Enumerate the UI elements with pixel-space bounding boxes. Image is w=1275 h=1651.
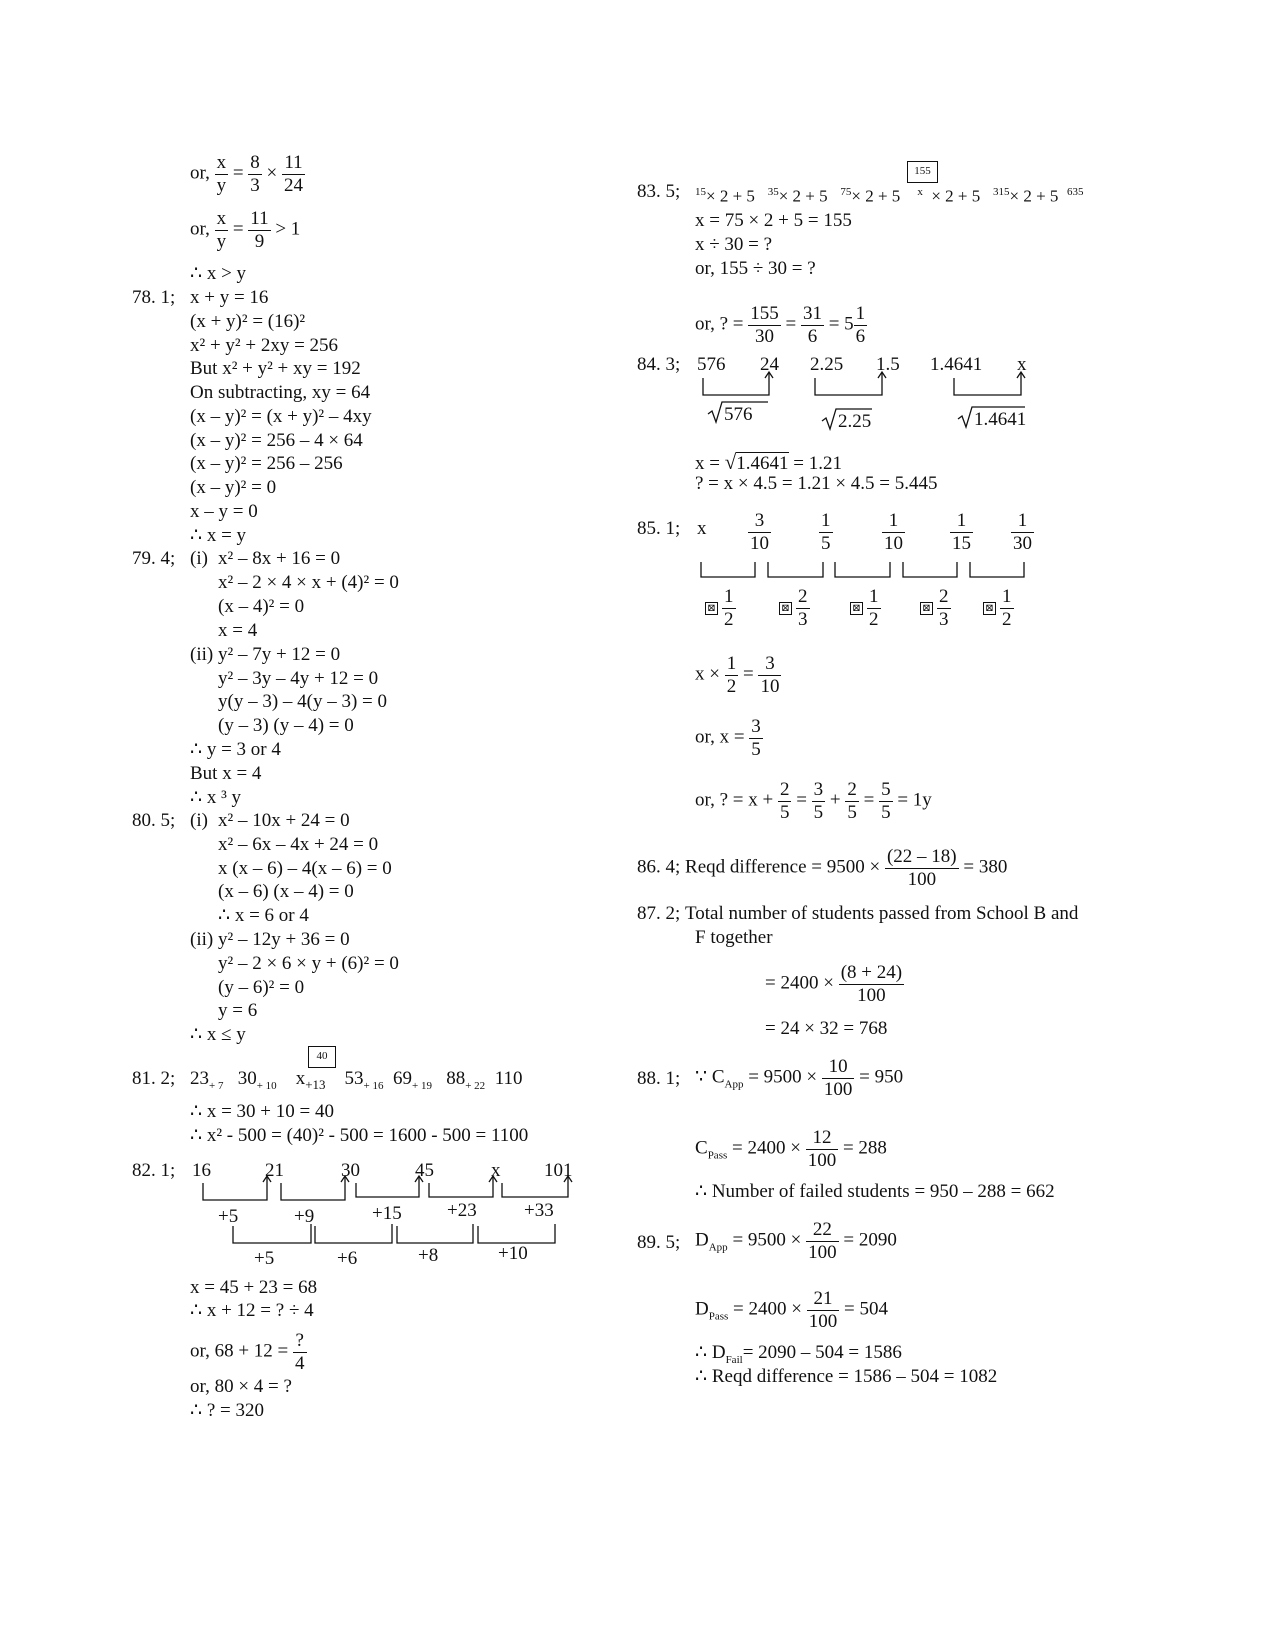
q78-line: x² + y² + 2xy = 256 — [190, 335, 339, 356]
q78-line: x – y = 0 — [190, 501, 258, 522]
fraction: $\frac{x}{y}$ — [216, 208, 227, 252]
q87-text: Total number of students passed from School B and — [685, 903, 1079, 924]
q84-root: 1.4641 — [974, 409, 1027, 430]
q78-line: x + y = 16 — [190, 287, 269, 308]
q85-line: or, x = $\frac{3}{5}$ — [695, 716, 761, 760]
q88-line: ∴ Number of failed students = 950 – 288 = 662 — [695, 1181, 1055, 1202]
q78-line: On subtracting, xy = 64 — [190, 382, 371, 403]
fraction: $\frac{1}{10}$ — [884, 510, 903, 554]
q84-term: 24 — [760, 354, 779, 375]
q82-diff2: +10 — [498, 1243, 528, 1264]
multiply-box-icon: ⊠ — [850, 602, 863, 615]
q85-number: 85. 1; — [637, 518, 681, 539]
q85-multiplier — [850, 586, 881, 631]
q83-line: x = 75 × 2 + 5 = 155 — [695, 210, 852, 231]
fraction: $\frac{2}{3}$ — [939, 586, 949, 630]
q82-diff2: +5 — [254, 1248, 275, 1269]
q82-diff1: +23 — [447, 1200, 477, 1221]
q78-line: (x + y)² = (16)² — [190, 311, 306, 332]
q82-diff2: +8 — [418, 1245, 439, 1266]
q82-line: or, 68 + 12 = ? 4 — [190, 1330, 305, 1374]
fraction: $\frac{1}{5}$ — [821, 510, 831, 554]
q85-brackets — [0, 0, 1, 1]
q82-term: 30 — [341, 1160, 360, 1181]
q79-line: ∴ x ³ y — [190, 787, 242, 808]
fraction: $\frac{8}{3}$ — [250, 152, 260, 196]
fraction: $\frac{155}{30}$ — [750, 303, 779, 347]
q77-or: or, — [190, 162, 210, 184]
multiply-box-icon: ⊠ — [920, 602, 933, 615]
q81-series: $23_{+ 7}$ $30_{+ 10}$ $x_{+13}$ $53_{+ 16}$ $69_{+ 19}$ $88_{+ 22}$ 110 — [190, 1068, 523, 1092]
q81-line: ∴ x = 30 + 10 = 40 — [190, 1101, 334, 1122]
fraction: $\frac{3}{5}$ — [751, 716, 761, 760]
q80-part-i-label: (i) — [190, 810, 208, 831]
q80-line: x² – 10x + 24 = 0 — [218, 810, 350, 831]
q85-multiplier — [920, 586, 951, 631]
q87-line: = 2400 × $\frac{(8 + 24)}{100}$ — [765, 962, 903, 1006]
q78-line: (x – y)² = 0 — [190, 477, 277, 498]
q83-number: 83. 5; — [637, 181, 681, 202]
q89-number: 89. 5; — [637, 1232, 681, 1253]
multiply-box-icon: ⊠ — [779, 602, 792, 615]
q85-line: or, ? = x + $\frac{2}{5}$ = $\frac{3}{5}$ + $\frac{2}{5}$ = $\frac{5}{5}$ = 1y — [695, 779, 932, 823]
fraction: $\frac{3}{5}$ — [813, 779, 824, 823]
q85-term — [748, 510, 771, 555]
q79-line: (y – 3) (y – 4) = 0 — [218, 715, 354, 736]
fraction: $\frac{x}{y}$ — [216, 152, 227, 196]
q77-line-1: or, $\frac{x}{y}$ = $\frac{8}{3}$ × $\frac{11}{24}$ — [190, 152, 304, 196]
q81-number: 81. 2; — [132, 1068, 176, 1089]
q83-series: $^{15}$× 2 + 5 $^{35}$× 2 + 5 $^{75}$× 2 + 5 $^x$ × 2 + 5 $^{315}$× 2 + 5 $^{635}$ — [695, 186, 1084, 206]
q84-line: ? = x × 4.5 = 1.21 × 4.5 = 5.445 — [695, 473, 938, 494]
fraction: $\frac{(22 - 18)}{100}$ — [886, 846, 957, 890]
q86-line: 86. 4; Reqd difference = 9500 × $\frac{(22 - 18)}{100}$ = 380 — [637, 846, 1008, 890]
q86-number: 86. 4; — [637, 856, 681, 878]
q80-line: ∴ x = 6 or 4 — [218, 905, 309, 926]
q82-line: or, 80 × 4 = ? — [190, 1376, 292, 1397]
q88-number: 88. 1; — [637, 1068, 681, 1089]
q79-line: y² – 7y + 12 = 0 — [218, 644, 341, 665]
q78-line: But x² + y² + xy = 192 — [190, 358, 361, 379]
fraction: $\frac{31}{6}$ — [802, 303, 822, 347]
q80-line: x (x – 6) – 4(x – 6) = 0 — [218, 858, 392, 879]
q80-line: y² – 12y + 36 = 0 — [218, 929, 350, 950]
q85-multiplier — [705, 586, 736, 631]
q84-term: 1.4641 — [930, 354, 983, 375]
q85-term — [1011, 510, 1034, 555]
fraction: $\frac{3}{10}$ — [750, 510, 769, 554]
q84-term: 2.25 — [810, 354, 844, 375]
fraction: $\frac{5}{5}$ — [881, 779, 891, 823]
q80-line: y² – 2 × 6 × y + (6)² = 0 — [218, 953, 399, 974]
q82-term: x — [491, 1160, 501, 1181]
q79-line: (x – 4)² = 0 — [218, 596, 305, 617]
q82-term: 21 — [265, 1160, 284, 1181]
q80-line: (x – 6) (x – 4) = 0 — [218, 881, 354, 902]
q78-line: (x – y)² = 256 – 256 — [190, 453, 343, 474]
fraction: $\frac{21}{100}$ — [808, 1288, 838, 1332]
multiply-box-icon: ⊠ — [983, 602, 996, 615]
q84-line: x = √1.4641 = 1.21 — [695, 450, 842, 474]
q87-text: F together — [695, 927, 773, 948]
q82-term: 45 — [415, 1160, 434, 1181]
q79-line: y² – 3y – 4y + 12 = 0 — [218, 668, 379, 689]
q85-line: x × $\frac{1}{2}$ = $\frac{3}{10}$ — [695, 653, 780, 697]
q82-diff1: +9 — [294, 1206, 315, 1227]
q89-line: $D_{App} = 9500$ × $\frac{22}{100}$ = 2090 — [695, 1219, 897, 1263]
fraction: $\frac{1}{15}$ — [952, 510, 971, 554]
q79-line: ∴ y = 3 or 4 — [190, 739, 281, 760]
q85-term — [882, 510, 905, 555]
fraction: ? 4 — [295, 1330, 305, 1374]
q79-line: x = 4 — [218, 620, 258, 641]
q78-line: ∴ x = y — [190, 525, 247, 546]
q79-line: x² – 2 × 4 × x + (4)² = 0 — [218, 572, 399, 593]
q79-line: x² – 8x + 16 = 0 — [218, 548, 341, 569]
q79-line: But x = 4 — [190, 763, 262, 784]
q85-term — [819, 510, 833, 555]
q82-line: x = 45 + 23 = 68 — [190, 1277, 318, 1298]
fraction: $\frac{1}{2}$ — [724, 586, 734, 630]
fraction: $\frac{12}{100}$ — [807, 1127, 837, 1171]
q80-part-ii-label: (ii) — [190, 929, 214, 950]
fraction: $\frac{11}{24}$ — [284, 152, 304, 196]
q77-conclusion: ∴ x > y — [190, 263, 247, 284]
q82-number: 82. 1; — [132, 1160, 176, 1181]
q82-diff1: +15 — [372, 1203, 402, 1224]
fraction: $\frac{1}{30}$ — [1013, 510, 1032, 554]
q82-term: 101 — [544, 1160, 573, 1181]
q84-term: 576 — [697, 354, 726, 375]
q87-line: = 24 × 32 = 768 — [765, 1018, 888, 1039]
q83-line: or, 155 ÷ 30 = ? — [695, 258, 816, 279]
q89-line: ∴ Reqd difference = 1586 – 504 = 1082 — [695, 1366, 998, 1387]
q85-term — [950, 510, 973, 555]
fraction: $\frac{2}{3}$ — [798, 586, 808, 630]
fraction: $\frac{(8 + 24)}{100}$ — [840, 962, 903, 1006]
q78-line: (x – y)² = (x + y)² – 4xy — [190, 406, 372, 427]
q89-line: ∴ $D_{Fail}= 2090 - 504 = 1586$ — [695, 1342, 902, 1366]
q81-line: ∴ x² - 500 = (40)² - 500 = 1600 - 500 = 1100 — [190, 1125, 529, 1146]
q82-diff1: +33 — [524, 1200, 554, 1221]
q79-part-i-label: (i) — [190, 548, 208, 569]
q85-first-term: x — [697, 518, 707, 539]
q85-multiplier — [983, 586, 1014, 631]
q82-diff1: +5 — [218, 1206, 239, 1227]
q80-line: x² – 6x – 4x + 24 = 0 — [218, 834, 379, 855]
q79-number: 79. 4; — [132, 548, 176, 569]
q80-line: (y – 6)² = 0 — [218, 977, 305, 998]
q85-multiplier — [779, 586, 810, 631]
fraction: $\frac{1}{2}$ — [726, 653, 737, 697]
q78-line: (x – y)² = 256 – 4 × 64 — [190, 430, 363, 451]
fraction: $\frac{1}{2}$ — [1002, 586, 1012, 630]
fraction: $\frac{10}{100}$ — [823, 1056, 853, 1100]
q84-root: 2.25 — [838, 411, 872, 432]
q87-number: 87. 2; — [637, 903, 681, 924]
q79-line: y(y – 3) – 4(y – 3) = 0 — [218, 691, 388, 712]
q83-line: x ÷ 30 = ? — [695, 234, 773, 255]
q82-term: 16 — [192, 1160, 211, 1181]
q89-line: $D_{Pass} = 2400$ × $\frac{21}{100}$ = 504 — [695, 1288, 888, 1332]
q80-line: y = 6 — [218, 1000, 258, 1021]
q82-line: ∴ ? = 320 — [190, 1400, 264, 1421]
q82-diff2: +6 — [337, 1248, 358, 1269]
q84-term: 1.5 — [876, 354, 900, 375]
q88-line: $C_{Pass} = 2400$ × $\frac{12}{100}$ = 288 — [695, 1127, 887, 1171]
multiply-box-icon: ⊠ — [705, 602, 718, 615]
q83-line: or, ? = $\frac{155}{30}$ = $\frac{31}{6}$ = 5 $\frac{1}{6}$ — [695, 303, 866, 347]
fraction: $\frac{22}{100}$ — [808, 1219, 837, 1263]
q83-answer-box: 155 — [907, 161, 938, 183]
q78-number: 78. 1; — [132, 287, 176, 308]
q80-number: 80. 5; — [132, 810, 176, 831]
fraction: $\frac{1}{6}$ — [855, 303, 866, 347]
q82-line: ∴ x + 12 = ? ÷ 4 — [190, 1300, 314, 1321]
q88-line: ∵ $C_{App} = 9500$ × $\frac{10}{100}$ = 950 — [695, 1056, 904, 1100]
q77-line-2: or, $\frac{x}{y}$ = $\frac{11}{9}$ > 1 — [190, 208, 301, 252]
fraction: $\frac{11}{9}$ — [250, 208, 269, 252]
q81-answer-box: 40 — [308, 1046, 336, 1068]
q84-number: 84. 3; — [637, 354, 681, 375]
fraction: $\frac{2}{5}$ — [779, 779, 790, 823]
fraction: $\frac{3}{10}$ — [760, 653, 780, 697]
fraction: $\frac{1}{2}$ — [869, 586, 879, 630]
q84-term: x — [1017, 354, 1027, 375]
q79-part-ii-label: (ii) — [190, 644, 214, 665]
fraction: $\frac{2}{5}$ — [847, 779, 857, 823]
q84-root: 576 — [724, 404, 753, 425]
q80-conclusion: ∴ x ≤ y — [190, 1024, 246, 1045]
